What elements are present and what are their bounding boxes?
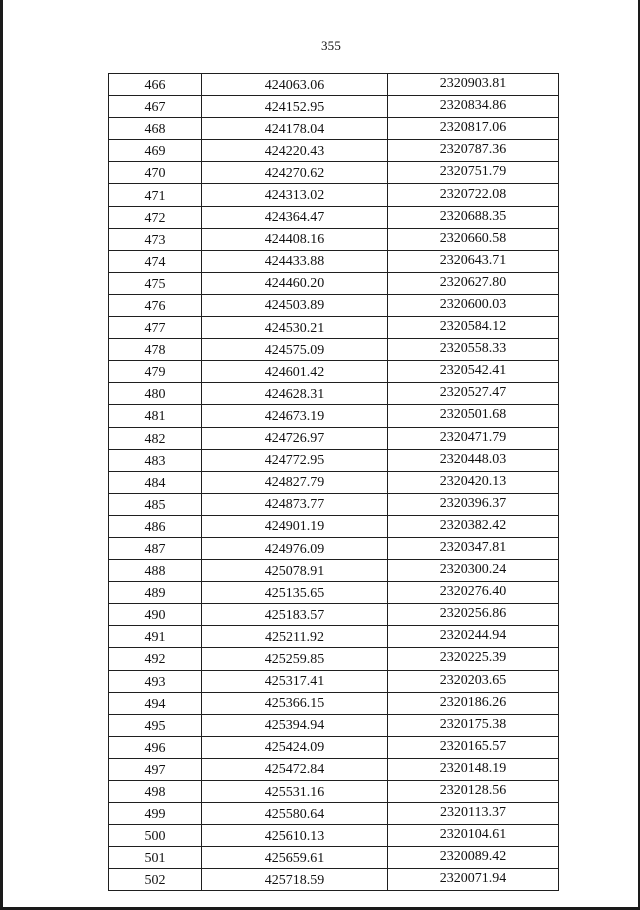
cell-point: 469 (109, 140, 202, 162)
cell-y: 2320501.68 (388, 405, 559, 427)
cell-y: 2320751.79 (388, 162, 559, 184)
table-row (109, 162, 559, 184)
table-row (109, 781, 559, 803)
table-row (109, 648, 559, 670)
cell-point: 488 (109, 560, 202, 582)
cell-x: 424408.16 (202, 228, 388, 250)
cell-point: 474 (109, 250, 202, 272)
cell-point: 501 (109, 847, 202, 869)
cell-x: 425366.15 (202, 692, 388, 714)
table-row (109, 537, 559, 559)
page-number: 355 (320, 38, 342, 53)
cell-x: 425394.94 (202, 714, 388, 736)
table-row (109, 339, 559, 361)
cell-y: 2320186.26 (388, 692, 559, 714)
cell-point: 468 (109, 118, 202, 140)
cell-y: 2320527.47 (388, 383, 559, 405)
cell-x: 424601.42 (202, 361, 388, 383)
cell-x: 425135.65 (202, 582, 388, 604)
table-row (109, 405, 559, 427)
cell-y: 2320113.37 (388, 803, 559, 825)
cell-point: 492 (109, 648, 202, 670)
cell-x: 424063.06 (202, 74, 388, 96)
table-row (109, 449, 559, 471)
coordinate-table (108, 73, 559, 891)
cell-y: 2320104.61 (388, 825, 559, 847)
cell-x: 425078.91 (202, 560, 388, 582)
cell-point: 481 (109, 405, 202, 427)
cell-y: 2320584.12 (388, 317, 559, 339)
cell-point: 486 (109, 515, 202, 537)
cell-x: 425580.64 (202, 803, 388, 825)
cell-y: 2320600.03 (388, 294, 559, 316)
cell-y: 2320627.80 (388, 272, 559, 294)
table-row (109, 471, 559, 493)
cell-y: 2320175.38 (388, 714, 559, 736)
cell-y: 2320256.86 (388, 604, 559, 626)
cell-x: 424503.89 (202, 294, 388, 316)
cell-point: 476 (109, 294, 202, 316)
table-row (109, 604, 559, 626)
table-row (109, 118, 559, 140)
cell-y: 2320688.35 (388, 206, 559, 228)
cell-point: 495 (109, 714, 202, 736)
cell-point: 487 (109, 537, 202, 559)
table-row (109, 847, 559, 869)
table-row (109, 317, 559, 339)
cell-y: 2320165.57 (388, 736, 559, 758)
cell-point: 477 (109, 317, 202, 339)
table-row (109, 670, 559, 692)
cell-x: 424575.09 (202, 339, 388, 361)
table-row (109, 515, 559, 537)
cell-point: 475 (109, 272, 202, 294)
cell-y: 2320448.03 (388, 449, 559, 471)
cell-x: 424313.02 (202, 184, 388, 206)
cell-x: 424220.43 (202, 140, 388, 162)
cell-x: 425259.85 (202, 648, 388, 670)
cell-x: 425610.13 (202, 825, 388, 847)
cell-y: 2320834.86 (388, 96, 559, 118)
cell-point: 500 (109, 825, 202, 847)
table-row (109, 272, 559, 294)
table-row (109, 869, 559, 891)
cell-y: 2320244.94 (388, 626, 559, 648)
cell-x: 424827.79 (202, 471, 388, 493)
table-row (109, 96, 559, 118)
cell-y: 2320643.71 (388, 250, 559, 272)
cell-point: 466 (109, 74, 202, 96)
cell-y: 2320817.06 (388, 118, 559, 140)
cell-y: 2320347.81 (388, 537, 559, 559)
cell-point: 473 (109, 228, 202, 250)
cell-x: 424673.19 (202, 405, 388, 427)
cell-x: 425718.59 (202, 869, 388, 891)
cell-x: 424152.95 (202, 96, 388, 118)
cell-x: 424270.62 (202, 162, 388, 184)
cell-y: 2320787.36 (388, 140, 559, 162)
table-row (109, 250, 559, 272)
cell-point: 494 (109, 692, 202, 714)
cell-x: 425531.16 (202, 781, 388, 803)
cell-point: 491 (109, 626, 202, 648)
table-row (109, 803, 559, 825)
cell-point: 482 (109, 427, 202, 449)
cell-y: 2320203.65 (388, 670, 559, 692)
cell-point: 485 (109, 493, 202, 515)
table-row (109, 140, 559, 162)
table-row (109, 560, 559, 582)
cell-point: 472 (109, 206, 202, 228)
table-row (109, 294, 559, 316)
cell-y: 2320396.37 (388, 493, 559, 515)
cell-point: 489 (109, 582, 202, 604)
table-row (109, 582, 559, 604)
cell-x: 425183.57 (202, 604, 388, 626)
cell-y: 2320558.33 (388, 339, 559, 361)
cell-x: 424628.31 (202, 383, 388, 405)
cell-x: 425424.09 (202, 736, 388, 758)
cell-x: 424901.19 (202, 515, 388, 537)
cell-x: 425317.41 (202, 670, 388, 692)
table-row (109, 736, 559, 758)
table-row (109, 383, 559, 405)
cell-y: 2320660.58 (388, 228, 559, 250)
cell-x: 424460.20 (202, 272, 388, 294)
cell-y: 2320471.79 (388, 427, 559, 449)
cell-y: 2320382.42 (388, 515, 559, 537)
cell-x: 425211.92 (202, 626, 388, 648)
cell-x: 424433.88 (202, 250, 388, 272)
cell-y: 2320276.40 (388, 582, 559, 604)
cell-point: 483 (109, 449, 202, 471)
cell-x: 424976.09 (202, 537, 388, 559)
cell-x: 424772.95 (202, 449, 388, 471)
cell-y: 2320225.39 (388, 648, 559, 670)
cell-x: 425659.61 (202, 847, 388, 869)
cell-point: 497 (109, 758, 202, 780)
cell-x: 424178.04 (202, 118, 388, 140)
cell-point: 470 (109, 162, 202, 184)
cell-point: 498 (109, 781, 202, 803)
cell-y: 2320903.81 (388, 74, 559, 96)
cell-x: 424530.21 (202, 317, 388, 339)
cell-x: 425472.84 (202, 758, 388, 780)
table-row (109, 825, 559, 847)
table-row (109, 692, 559, 714)
cell-point: 499 (109, 803, 202, 825)
table-row (109, 74, 559, 96)
cell-point: 493 (109, 670, 202, 692)
cell-y: 2320722.08 (388, 184, 559, 206)
cell-point: 471 (109, 184, 202, 206)
coordinate-table-body (109, 74, 559, 891)
cell-y: 2320420.13 (388, 471, 559, 493)
cell-y: 2320128.56 (388, 781, 559, 803)
table-row (109, 228, 559, 250)
cell-point: 484 (109, 471, 202, 493)
cell-point: 480 (109, 383, 202, 405)
cell-point: 496 (109, 736, 202, 758)
table-row (109, 626, 559, 648)
table-row (109, 206, 559, 228)
cell-y: 2320300.24 (388, 560, 559, 582)
cell-x: 424364.47 (202, 206, 388, 228)
cell-point: 467 (109, 96, 202, 118)
cell-point: 478 (109, 339, 202, 361)
cell-x: 424726.97 (202, 427, 388, 449)
cell-y: 2320089.42 (388, 847, 559, 869)
table-row (109, 758, 559, 780)
table-row (109, 361, 559, 383)
table-row (109, 184, 559, 206)
table-row (109, 427, 559, 449)
table-row (109, 493, 559, 515)
cell-point: 479 (109, 361, 202, 383)
cell-point: 502 (109, 869, 202, 891)
table-row (109, 714, 559, 736)
cell-y: 2320071.94 (388, 869, 559, 891)
cell-y: 2320148.19 (388, 758, 559, 780)
cell-point: 490 (109, 604, 202, 626)
cell-y: 2320542.41 (388, 361, 559, 383)
cell-x: 424873.77 (202, 493, 388, 515)
